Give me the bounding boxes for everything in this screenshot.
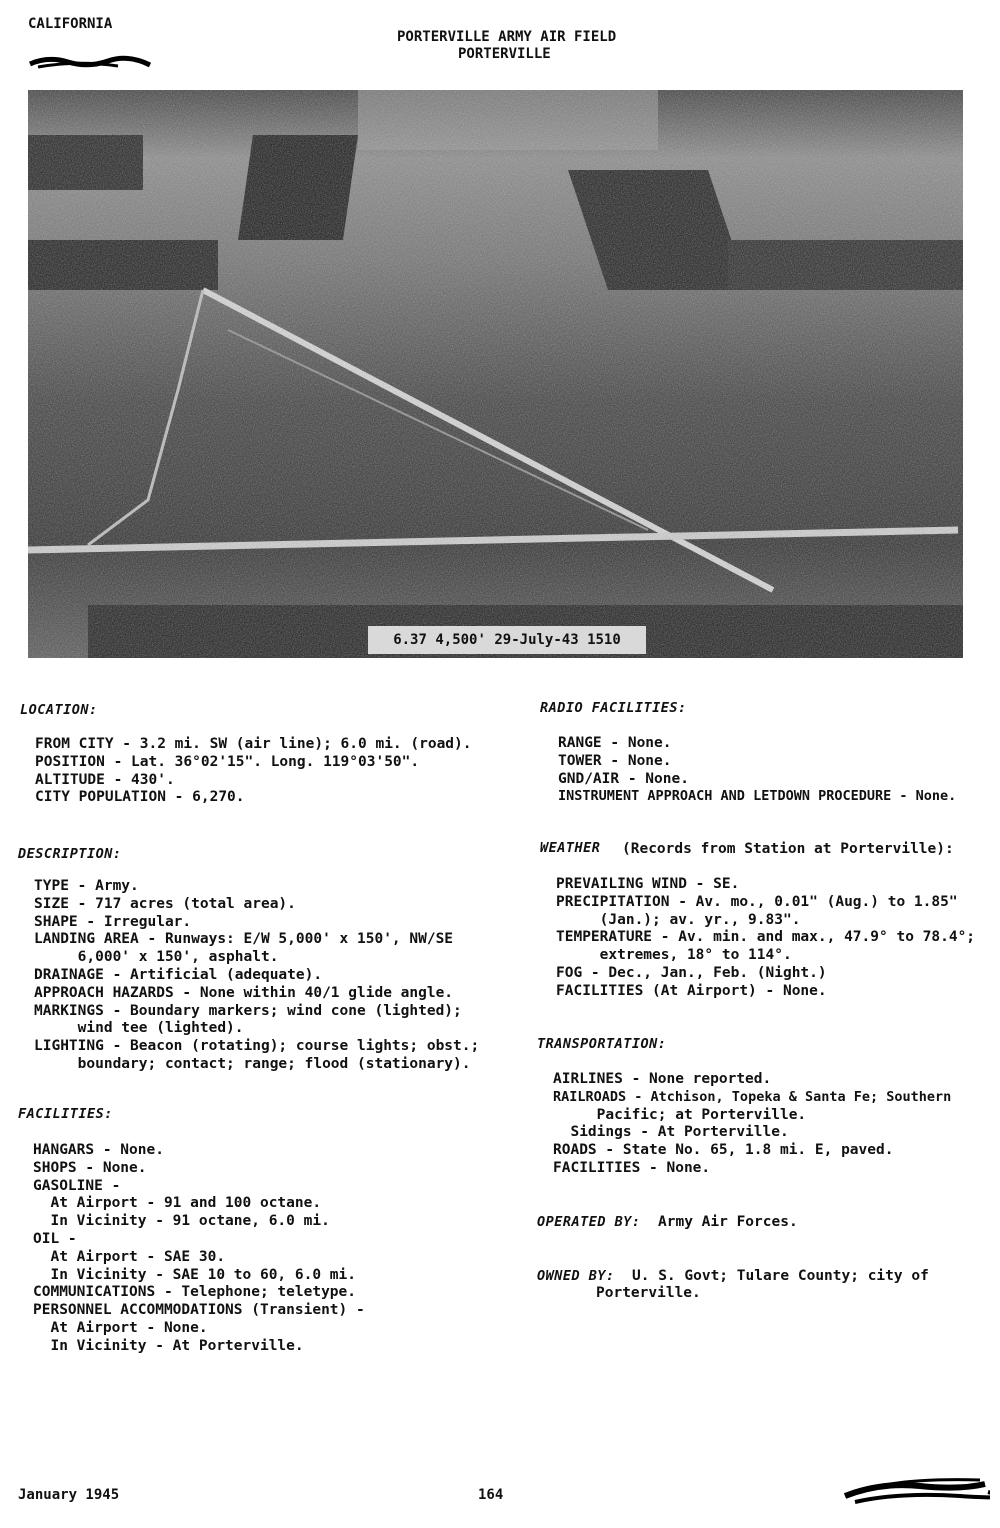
- facilities-line: PERSONNEL ACCOMMODATIONS (Transient) -: [33, 1302, 365, 1319]
- description-line: TYPE - Army.: [34, 878, 139, 894]
- operated-by-value: Army Air Forces.: [658, 1214, 798, 1230]
- description-line: LIGHTING - Beacon (rotating); course lights; obst.;: [34, 1038, 480, 1055]
- weather-line: FOG - Dec., Jan., Feb. (Night.): [556, 964, 827, 981]
- transportation-line: Sidings - At Porterville.: [553, 1124, 789, 1141]
- weather-line: FACILITIES (At Airport) - None.: [556, 982, 827, 999]
- weather-line: PRECIPITATION - Av. mo., 0.01" (Aug.) to 1.85": [556, 893, 958, 910]
- weather-line: extremes, 18° to 114°.: [556, 947, 792, 964]
- facilities-line: HANGARS - None.: [33, 1142, 164, 1158]
- redaction-scribble-top: [28, 52, 153, 72]
- facilities-line: In Vicinity - 91 octane, 6.0 mi.: [33, 1213, 330, 1230]
- description-line: MARKINGS - Boundary markers; wind cone (lighted);: [34, 1002, 462, 1019]
- photo-caption: 6.37 4,500' 29-July-43 1510: [368, 626, 646, 654]
- radio-heading: RADIO FACILITIES:: [540, 700, 687, 716]
- transportation-line: Pacific; at Porterville.: [553, 1106, 807, 1123]
- aerial-photo-image: [28, 90, 963, 658]
- state-label: CALIFORNIA: [28, 16, 113, 32]
- weather-line: TEMPERATURE - Av. min. and max., 47.9° to 78.4°;: [556, 929, 976, 946]
- weather-heading: WEATHER: [540, 840, 601, 856]
- footer-date: January 1945: [18, 1487, 120, 1503]
- facilities-block: [33, 1142, 365, 1356]
- transportation-line: RAILROADS - Atchison, Topeka & Santa Fe; Southern: [553, 1088, 952, 1105]
- radio-line: TOWER - None.: [558, 752, 672, 769]
- owned-by-value: U. S. Govt; Tulare County; city of: [632, 1268, 929, 1284]
- location-block: [35, 736, 472, 807]
- description-line: LANDING AREA - Runways: E/W 5,000' x 150', NW/SE: [34, 931, 454, 948]
- description-line: 6,000' x 150', asphalt.: [34, 949, 279, 966]
- page-number: 164: [478, 1487, 504, 1503]
- transportation-line: ROADS - State No. 65, 1.8 mi. E, paved.: [553, 1142, 894, 1159]
- transportation-block: [553, 1071, 951, 1178]
- weather-line: (Jan.); av. yr., 9.83".: [556, 911, 801, 928]
- description-line: SIZE - 717 acres (total area).: [34, 895, 296, 912]
- radio-line: GND/AIR - None.: [558, 770, 689, 787]
- operated-by-heading: OPERATED BY:: [537, 1214, 641, 1230]
- location-line: ALTITUDE - 430'.: [35, 771, 175, 788]
- location-line: FROM CITY - 3.2 mi. SW (air line); 6.0 mi. (road).: [35, 736, 472, 752]
- description-block: [34, 878, 479, 1074]
- description-line: DRAINAGE - Artificial (adequate).: [34, 966, 323, 983]
- location-line: POSITION - Lat. 36°02'15". Long. 119°03'50".: [35, 753, 420, 770]
- location-heading: LOCATION:: [20, 702, 98, 718]
- facilities-line: SHOPS - None.: [33, 1159, 147, 1176]
- weather-block: [556, 876, 975, 1001]
- redaction-scribble-bottom: [840, 1474, 990, 1510]
- weather-line: PREVAILING WIND - SE.: [556, 876, 740, 892]
- document-subtitle: PORTERVILLE: [458, 46, 551, 62]
- facilities-line: At Airport - None.: [33, 1319, 208, 1336]
- facilities-line: COMMUNICATIONS - Telephone; teletype.: [33, 1284, 357, 1301]
- facilities-line: In Vicinity - SAE 10 to 60, 6.0 mi.: [33, 1266, 357, 1283]
- facilities-line: GASOLINE -: [33, 1177, 121, 1194]
- transportation-line: AIRLINES - None reported.: [553, 1071, 772, 1087]
- document-title: PORTERVILLE ARMY AIR FIELD: [397, 29, 617, 45]
- radio-line: RANGE - None.: [558, 735, 672, 751]
- weather-note: (Records from Station at Porterville):: [622, 841, 954, 857]
- owned-by-value-continued: Porterville.: [596, 1285, 701, 1301]
- owned-by-heading: OWNED BY:: [537, 1268, 615, 1284]
- facilities-line: In Vicinity - At Porterville.: [33, 1337, 304, 1354]
- description-line: boundary; contact; range; flood (stationary).: [34, 1055, 471, 1072]
- description-heading: DESCRIPTION:: [18, 846, 122, 862]
- description-line: APPROACH HAZARDS - None within 40/1 glide angle.: [34, 984, 454, 1001]
- location-line: CITY POPULATION - 6,270.: [35, 789, 245, 806]
- facilities-line: At Airport - 91 and 100 octane.: [33, 1195, 322, 1212]
- facilities-line: At Airport - SAE 30.: [33, 1248, 226, 1265]
- description-line: wind tee (lighted).: [34, 1020, 244, 1037]
- radio-line: INSTRUMENT APPROACH AND LETDOWN PROCEDURE - None.: [558, 788, 957, 805]
- facilities-heading: FACILITIES:: [18, 1106, 113, 1122]
- transportation-heading: TRANSPORTATION:: [537, 1036, 667, 1052]
- radio-block: [558, 735, 956, 806]
- facilities-line: OIL -: [33, 1230, 77, 1247]
- description-line: SHAPE - Irregular.: [34, 913, 192, 930]
- aerial-photo: [28, 90, 963, 658]
- transportation-line: FACILITIES - None.: [553, 1159, 711, 1176]
